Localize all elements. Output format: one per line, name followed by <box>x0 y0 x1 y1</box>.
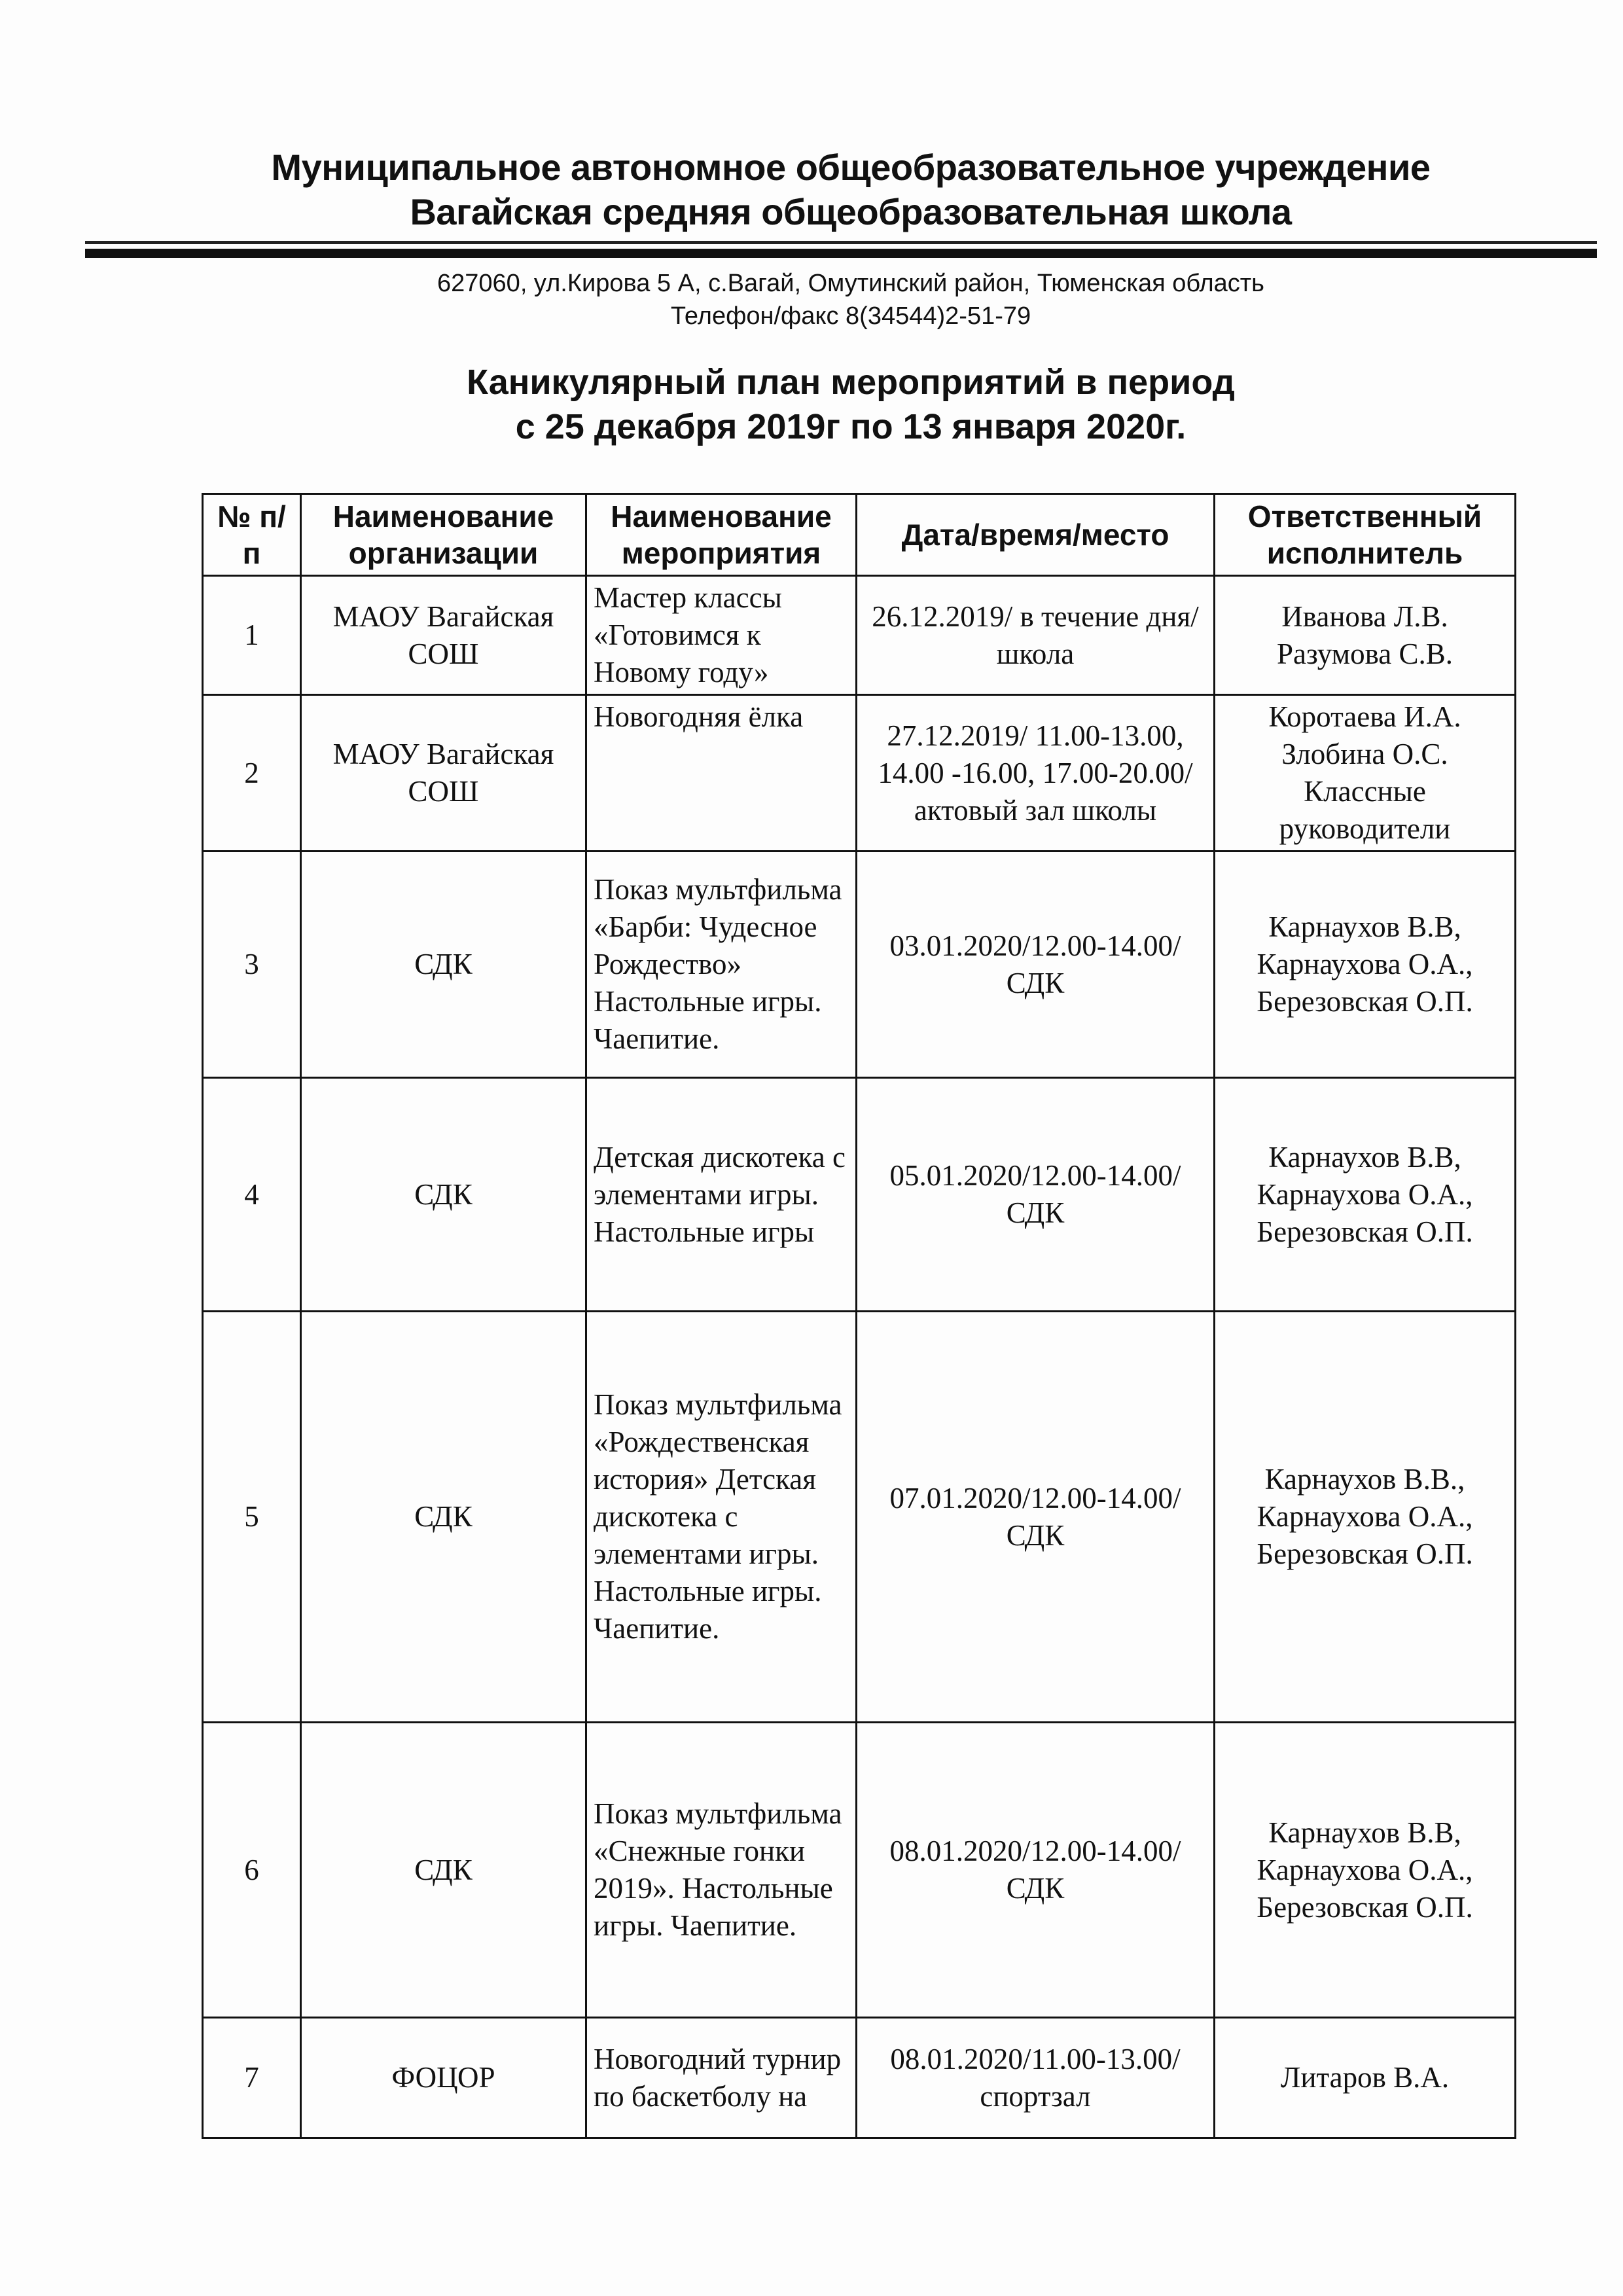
row-number: 7 <box>203 2018 301 2138</box>
table-row <box>203 852 1516 1078</box>
row-event: Новогодняя ёлка <box>586 695 857 852</box>
letterhead-organization <box>196 145 1505 234</box>
row-number: 1 <box>203 576 301 695</box>
row-organization: МАОУ Вагайская СОШ <box>301 576 586 695</box>
row-date: 08.01.2020/12.00-14.00/СДК <box>857 1723 1215 2018</box>
row-event: Мастер классы «Готовимся к Новому году» <box>586 576 857 695</box>
row-event: Детская дискотека с элементами игры. Настольные игры <box>586 1078 857 1312</box>
row-responsible: Карнаухов В.В, Карнаухова О.А., Березовская О.П. <box>1215 852 1516 1078</box>
row-event: Показ мультфильма «Снежные гонки 2019». Настольные игры. Чаепитие. <box>586 1723 857 2018</box>
row-date: 05.01.2020/12.00-14.00/СДК <box>857 1078 1215 1312</box>
row-date: 07.01.2020/12.00-14.00/СДК <box>857 1312 1215 1723</box>
row-event: Новогодний турнир по баскетболу на <box>586 2018 857 2138</box>
row-number: 5 <box>203 1312 301 1723</box>
row-responsible: Литаров В.А. <box>1215 2018 1516 2138</box>
row-organization: СДК <box>301 1312 586 1723</box>
row-responsible: Карнаухов В.В, Карнаухова О.А., Березовская О.П. <box>1215 1723 1516 2018</box>
row-responsible: Карнаухов В.В., Карнаухова О.А., Березовская О.П. <box>1215 1312 1516 1723</box>
table-row <box>203 1078 1516 1312</box>
table-row <box>203 1312 1516 1723</box>
row-organization: МАОУ Вагайская СОШ <box>301 695 586 852</box>
org-name-line2: Вагайская средняя общеобразовательная школа <box>410 191 1292 232</box>
row-organization: СДК <box>301 1723 586 2018</box>
letterhead-rule-thick <box>85 249 1597 258</box>
row-date: 27.12.2019/ 11.00-13.00, 14.00 -16.00, 17.00-20.00/актовый зал школы <box>857 695 1215 852</box>
letterhead-contacts <box>196 267 1505 332</box>
table-row <box>203 695 1516 852</box>
title-line1: Каникулярный план мероприятий в период <box>467 363 1235 402</box>
row-event: Показ мультфильма «Барби: Чудесное Рождество» Настольные игры. Чаепитие. <box>586 852 857 1078</box>
row-responsible: Карнаухов В.В, Карнаухова О.А., Березовская О.П. <box>1215 1078 1516 1312</box>
row-date: 26.12.2019/ в течение дня/ школа <box>857 576 1215 695</box>
table-row <box>203 1723 1516 2018</box>
row-event: Показ мультфильма «Рождественская история» Детская дискотека с элементами игры. Настольные игры. Чаепитие. <box>586 1312 857 1723</box>
document-title <box>196 360 1505 449</box>
address: 627060, ул.Кирова 5 А, с.Вагай, Омутинский район, Тюменская область <box>437 270 1264 297</box>
row-organization: СДК <box>301 852 586 1078</box>
row-date: 08.01.2020/11.00-13.00/спортзал <box>857 2018 1215 2138</box>
row-number: 2 <box>203 695 301 852</box>
row-number: 4 <box>203 1078 301 1312</box>
header-event: Наименование мероприятия <box>586 494 857 576</box>
row-date: 03.01.2020/12.00-14.00/СДК <box>857 852 1215 1078</box>
row-organization: СДК <box>301 1078 586 1312</box>
table-row <box>203 576 1516 695</box>
row-responsible: Иванова Л.В. Разумова С.В. <box>1215 576 1516 695</box>
letterhead-rule-thin <box>85 241 1597 244</box>
header-responsible: Ответственный исполнитель <box>1215 494 1516 576</box>
row-number: 6 <box>203 1723 301 2018</box>
header-organization: Наименование организации <box>301 494 586 576</box>
phone: Телефон/факс 8(34544)2-51-79 <box>670 302 1031 330</box>
title-line2: с 25 декабря 2019г по 13 января 2020г. <box>515 407 1186 446</box>
row-number: 3 <box>203 852 301 1078</box>
table-row <box>203 2018 1516 2138</box>
table-header-row <box>203 494 1516 576</box>
header-number: № п/п <box>203 494 301 576</box>
events-table <box>202 493 1516 2139</box>
row-organization: ФОЦОР <box>301 2018 586 2138</box>
row-responsible: Коротаева И.А. Злобина О.С. Классные руководители <box>1215 695 1516 852</box>
header-date: Дата/время/место <box>857 494 1215 576</box>
org-name-line1: Муниципальное автономное общеобразовательное учреждение <box>271 147 1431 188</box>
